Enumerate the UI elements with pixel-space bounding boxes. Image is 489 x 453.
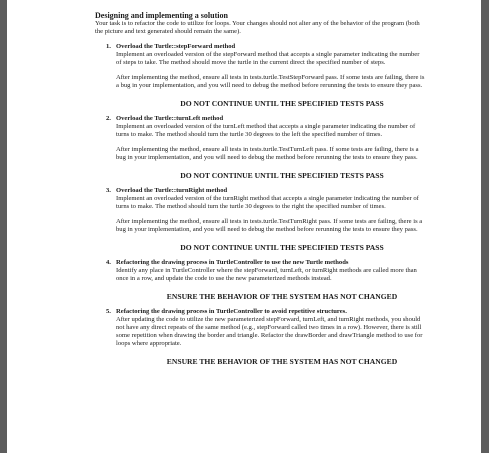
section-heading: Designing and implementing a solution [95, 11, 228, 20]
item-title: Refactoring the drawing process in TurtleController to avoid repetitive structures. [116, 308, 347, 315]
document-content [95, 11, 425, 366]
document-page [7, 0, 481, 453]
item-after-text: After implementing the method, ensure all tests in tests.turtle.TestStepForward pass. If some tests are failing, there is a bug in your implementation, and you will need to debug the method before rerunning the tests to ensure they pass. [116, 74, 425, 89]
item-number: 1. [106, 43, 111, 50]
item-body: Implement an overloaded version of the turnRight method that accepts a single parameter indicating the number of turns to make. The method should turn the turtle 30 degrees to the right the specified number of times. [116, 195, 419, 210]
item-number: 3. [106, 187, 111, 194]
instruction-banner: DO NOT CONTINUE UNTIL THE SPECIFIED TESTS PASS [180, 99, 384, 108]
intro-paragraph: Your task is to refactor the code to utilize for loops. Your changes should not alter any of the behavior of the program (both the picture and text generated should remain the same). [95, 20, 420, 35]
task-item [95, 259, 425, 283]
item-title: Refactoring the drawing process in TurtleController to use the new Turtle methods [116, 259, 349, 266]
instruction-banner: ENSURE THE BEHAVIOR OF THE SYSTEM HAS NOT CHANGED [166, 357, 398, 366]
task-item [95, 187, 425, 234]
task-item [95, 43, 425, 90]
item-number: 2. [106, 115, 111, 122]
item-after-text: After implementing the method, ensure all tests in tests.turtle.TestTurnLeft pass. If some tests are failing, there is a bug in your implementation, and you will need to debug the method before rerunning the tests to ensure they pass. [116, 146, 419, 161]
item-number: 5. [106, 308, 111, 315]
item-title: Overload the Turtle::stepForward method [116, 43, 236, 50]
instruction-banner: ENSURE THE BEHAVIOR OF THE SYSTEM HAS NOT CHANGED [166, 292, 398, 301]
item-body: Implement an overloaded version of the stepForward method that accepts a single parameter indicating the number of steps to take. The method should move the turtle in the current direct the specified number of steps. [116, 51, 420, 66]
item-title: Overload the Turtle::turnLeft method [116, 115, 224, 122]
item-number: 4. [106, 259, 111, 266]
item-body: Implement an overloaded version of the turnLeft method that accepts a single parameter indicating the number of turns to make. The method should turn the turtle 30 degrees to the left the specified number of times. [116, 123, 416, 138]
task-item [95, 115, 425, 162]
task-item [95, 308, 425, 348]
instruction-banner: DO NOT CONTINUE UNTIL THE SPECIFIED TESTS PASS [180, 171, 384, 180]
item-body: Identify any place in TurtleController where the stepForward, turnLeft, or turnRight methods are called more than once in a row, and update the code to use the new parameterized methods instead. [116, 267, 417, 282]
item-title: Overload the Turtle::turnRight method [116, 187, 228, 194]
item-after-text: After implementing the method, ensure all tests in tests.turtle.TestTurnRight pass. If some tests are failing, there is a bug in your implementation, and you will need to debug the method before rerunning the tests to ensure they pass. [116, 218, 423, 233]
instruction-banner: DO NOT CONTINUE UNTIL THE SPECIFIED TESTS PASS [180, 243, 384, 252]
item-body: After updating the code to utilize the new parameterized stepForward, turnLeft, and turnRight methods, you should not have any direct repeats of the same method (e.g., stepForward called two times in a row). However, there is still some repetition when drawing the border and triangle. Refactor the drawBorder and drawTriangle method to use for loops where appropriate. [116, 316, 423, 347]
